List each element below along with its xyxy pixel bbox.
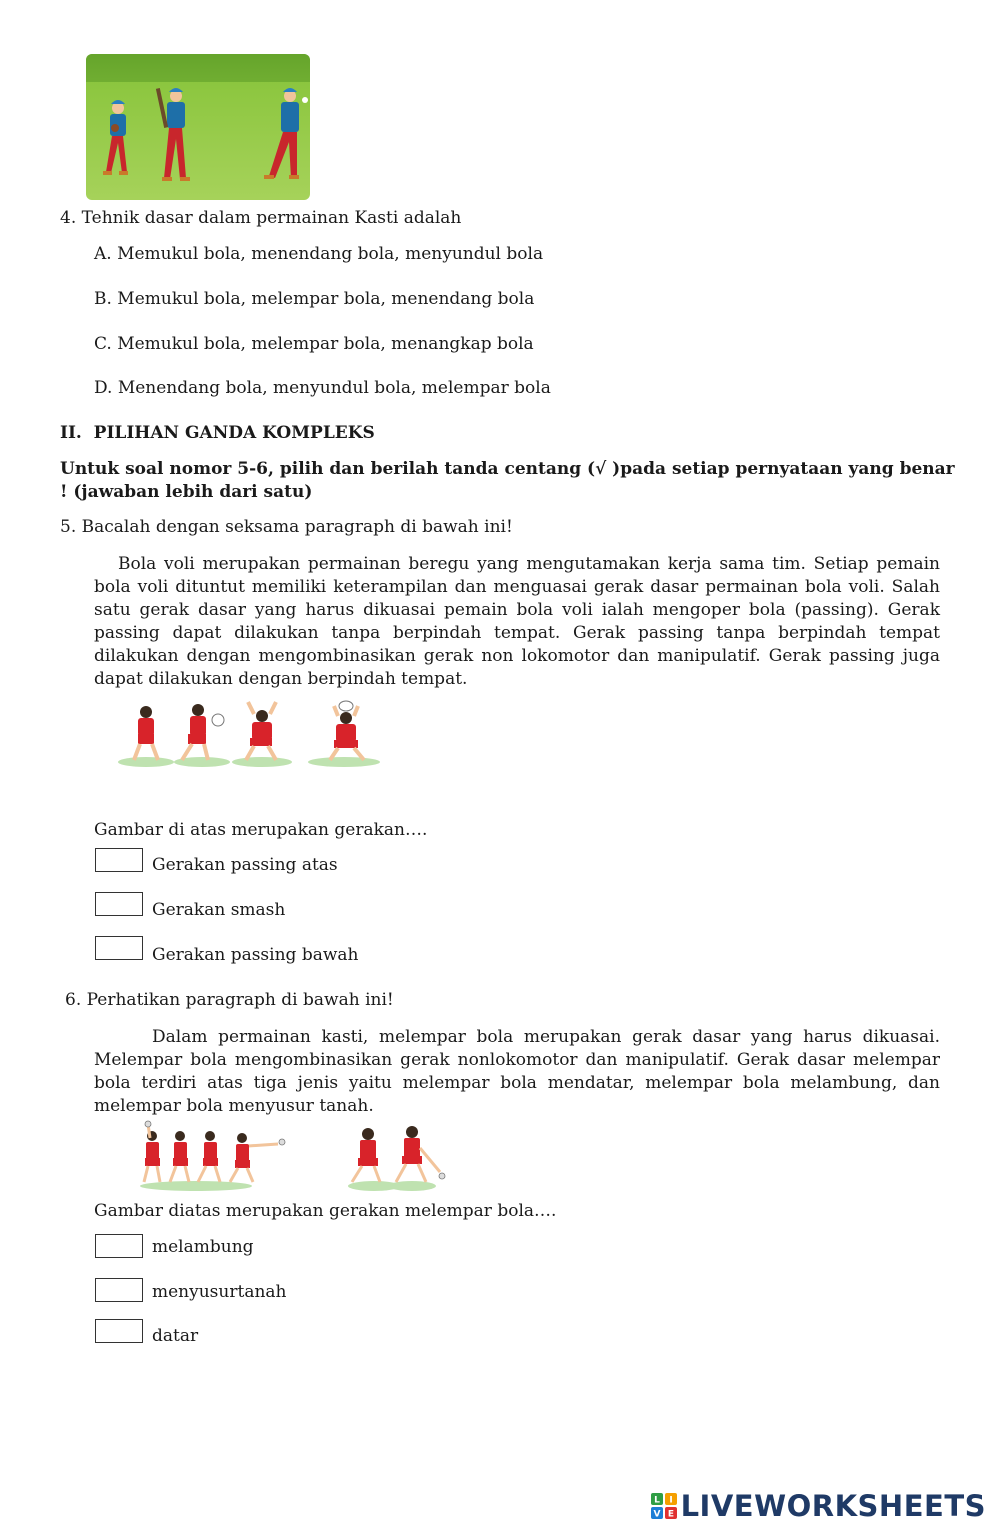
q6-checkbox-1[interactable] bbox=[95, 1234, 143, 1258]
q4-option-b[interactable]: B. Memukul bola, melempar bola, menendang bola bbox=[94, 289, 535, 309]
q6-choice-3: datar bbox=[152, 1326, 199, 1346]
logo-icon-letter-l: L bbox=[653, 1495, 660, 1506]
kasti-players-icon bbox=[86, 54, 310, 200]
section-instruction-line1: Untuk soal nomor 5-6, pilih dan berilah tanda centang (√ )pada setiap pernyataan yang benar bbox=[60, 459, 955, 479]
section-instruction-line2: ! (jawaban lebih dari satu) bbox=[60, 482, 313, 502]
q6-checkbox-2[interactable] bbox=[95, 1278, 143, 1302]
q4-question: 4. Tehnik dasar dalam permainan Kasti adalah bbox=[60, 208, 462, 228]
logo-icon-letter-v: V bbox=[653, 1509, 661, 1519]
q6-choice-2: menyusurtanah bbox=[152, 1282, 287, 1302]
q6-question: 6. Perhatikan paragraph di bawah ini! bbox=[65, 990, 394, 1010]
q6-prompt: Gambar diatas merupakan gerakan melempar bola…. bbox=[94, 1201, 557, 1221]
logo-icon-letter-e: E bbox=[667, 1509, 674, 1519]
liveworksheets-logo[interactable] bbox=[651, 1488, 986, 1524]
q5-choice-2: Gerakan smash bbox=[152, 900, 286, 920]
liveworksheets-logo-text: LIVEWORKSHEETS bbox=[680, 1489, 986, 1523]
q5-choice-1: Gerakan passing atas bbox=[152, 855, 338, 875]
q4-option-c[interactable]: C. Memukul bola, melempar bola, menangkap bola bbox=[94, 334, 534, 354]
q6-checkbox-3[interactable] bbox=[95, 1319, 143, 1343]
liveworksheets-logo-icon bbox=[651, 1493, 677, 1519]
volleyball-passing-icon bbox=[116, 700, 388, 770]
q5-question: 5. Bacalah dengan seksama paragraph di bawah ini! bbox=[60, 517, 513, 537]
q5-choice-3: Gerakan passing bawah bbox=[152, 945, 359, 965]
q5-checkbox-1[interactable] bbox=[95, 848, 143, 872]
q5-paragraph: Bola voli merupakan permainan beregu yang mengutamakan kerja sama tim. Setiap pemain bola voli dituntut memiliki keterampilan dan menguasai gerak dasar permainan bola voli. Salah satu gerak dasar yang harus dikuasai pemain bola voli ialah mengoper bola (passing). Gerak passing dapat dilakukan tanpa berpindah tempat. Gerak passing tanpa berpindah tempat dilakukan dengan mengombinasikan gerak non lokomotor dan manipulatif. Gerak passing juga dapat dilakukan dengan berpindah tempat. bbox=[94, 554, 940, 689]
q5-prompt: Gambar di atas merupakan gerakan…. bbox=[94, 820, 428, 840]
q6-paragraph: Dalam permainan kasti, melempar bola merupakan gerak dasar yang harus dikuasai. Melempar bola mengombinasikan gerak nonlokomotor dan manipulatif. Gerak dasar melempar bola terdiri atas tiga jenis yaitu melempar bola mendatar, melempar bola melambung, dan melempar bola menyusur tanah. bbox=[94, 1027, 940, 1116]
q4-option-d[interactable]: D. Menendang bola, menyundul bola, melempar bola bbox=[94, 378, 551, 398]
q5-checkbox-3[interactable] bbox=[95, 936, 143, 960]
q6-choice-1: melambung bbox=[152, 1237, 254, 1257]
q4-option-a[interactable]: A. Memukul bola, menendang bola, menyundul bola bbox=[94, 244, 544, 264]
throwing-ball-icon bbox=[136, 1120, 448, 1194]
q5-checkbox-2[interactable] bbox=[95, 892, 143, 916]
section-title: II. PILIHAN GANDA KOMPLEKS bbox=[60, 423, 375, 443]
logo-icon-letter-i: I bbox=[668, 1495, 673, 1506]
